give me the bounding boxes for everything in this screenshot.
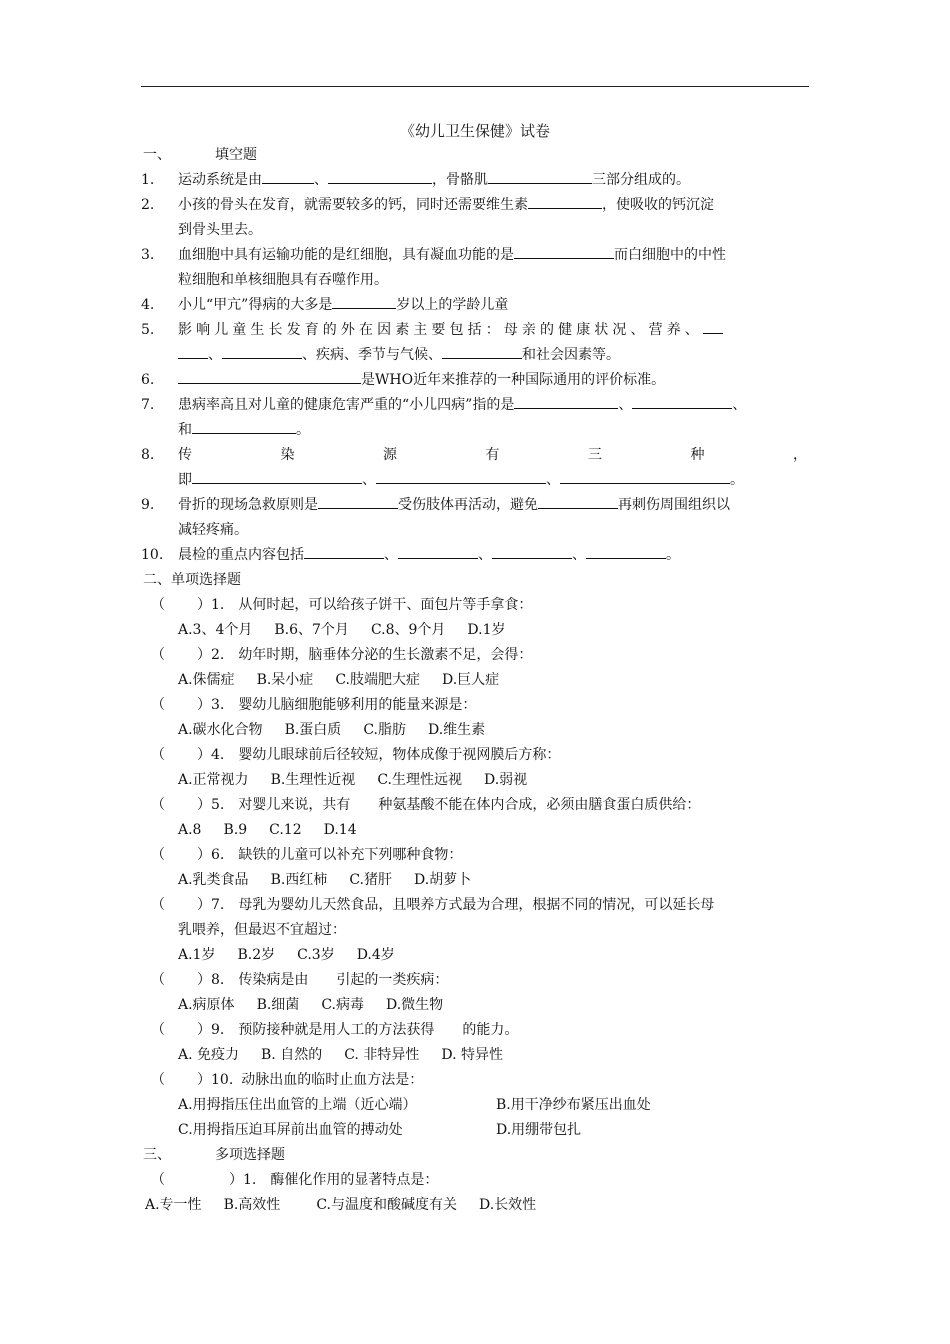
- option-c[interactable]: C.肢端肥大症: [335, 672, 420, 688]
- question-text: 影响儿童生长发育的外在因素主要包括：母亲的健康状况、营养、: [178, 322, 703, 338]
- answer-blank[interactable]: [514, 244, 614, 259]
- question-text: 是WHO近年来推荐的一种国际通用的评价标准。: [361, 372, 666, 388]
- section-heading-single: 二、单项选择题: [143, 572, 241, 588]
- question-char: ，: [793, 447, 807, 463]
- exam-body: [141, 143, 809, 1218]
- question-char: 染: [280, 447, 295, 463]
- answer-blank[interactable]: [703, 319, 723, 334]
- answer-paren-open[interactable]: （: [151, 1022, 165, 1038]
- question-text: 三部分组成的。: [592, 172, 690, 188]
- answer-paren-open[interactable]: （: [151, 897, 165, 913]
- answer-blank[interactable]: [398, 544, 478, 559]
- question-number: 5.: [141, 322, 155, 338]
- option-b[interactable]: B.西红柿: [270, 872, 328, 888]
- answer-paren-open[interactable]: （: [151, 647, 165, 663]
- question-number: 1.: [141, 172, 155, 188]
- question-text: 、: [314, 172, 328, 188]
- question-continuation: [141, 468, 809, 493]
- question-text: 再刺伤周围组织以: [618, 497, 730, 513]
- answer-blank[interactable]: [492, 544, 572, 559]
- question-text: 小孩的骨头在发育，就需要较多的钙，同时还需要维生素: [178, 197, 528, 213]
- answer-blank[interactable]: [192, 419, 296, 434]
- choice-question: [141, 893, 809, 918]
- question-number: 9.: [141, 497, 155, 513]
- section-heading-fill: [141, 143, 809, 168]
- question-text: 对婴儿来说，共有 种氨基酸不能在体内合成，必须由膳食蛋白质供给：: [238, 797, 701, 813]
- option-c[interactable]: C.病毒: [321, 997, 364, 1013]
- question-text: 传染病是由 引起的一类疾病：: [238, 972, 449, 988]
- question-text: ，使吸收的钙沉淀: [602, 197, 714, 213]
- question-text: 即: [178, 472, 192, 488]
- question-text: 缺铁的儿童可以补充下列哪种食物：: [238, 847, 463, 863]
- answer-paren-open[interactable]: （: [151, 1072, 165, 1088]
- option-c[interactable]: C.用拇指压迫耳屏前出血管的搏动处: [178, 1122, 403, 1138]
- option-d[interactable]: D.胡萝卜: [413, 872, 472, 888]
- answer-paren-open[interactable]: （: [151, 797, 165, 813]
- question-continuation: [141, 418, 809, 443]
- question-text: 婴幼儿眼球前后径较短，物体成像于视网膜后方称：: [238, 747, 561, 763]
- question-text: 。: [730, 472, 744, 488]
- answer-blank[interactable]: [178, 369, 361, 384]
- option-a[interactable]: A.3、4个月: [178, 622, 253, 638]
- option-d[interactable]: D.1岁: [467, 622, 506, 638]
- option-a[interactable]: A.专一性: [145, 1197, 202, 1213]
- choice-options: [145, 1193, 809, 1218]
- option-c[interactable]: C.猪肝: [349, 872, 392, 888]
- question-text: 岁以上的学龄儿童: [396, 297, 509, 313]
- question-text: 婴幼儿脑细胞能够利用的能量来源是：: [238, 697, 477, 713]
- choice-options: [141, 1118, 809, 1143]
- answer-blank[interactable]: [586, 544, 666, 559]
- question-text: 。: [296, 422, 310, 438]
- question-number: 4.: [141, 297, 155, 313]
- option-c[interactable]: C.8、9个月: [370, 622, 446, 638]
- option-a[interactable]: A. 免疫力: [178, 1047, 240, 1063]
- question-number: ）1.: [229, 1172, 257, 1188]
- option-a[interactable]: A.侏儒症: [178, 672, 235, 688]
- option-d[interactable]: D.维生素: [427, 722, 486, 738]
- question-item: [141, 493, 809, 518]
- page-title: 《幼儿卫生保健》试卷: [399, 122, 550, 140]
- question-char: 三: [588, 447, 602, 463]
- option-a[interactable]: A.病原体: [178, 997, 235, 1013]
- question-text: 。: [666, 547, 680, 563]
- question-item: [141, 243, 809, 268]
- choice-question: [141, 1168, 809, 1193]
- question-text: 和: [178, 422, 192, 438]
- choice-question: [141, 593, 809, 618]
- question-text: 酶催化作用的显著特点是：: [270, 1172, 439, 1188]
- header-rule: [141, 86, 809, 87]
- question-item: [141, 443, 809, 468]
- answer-blank[interactable]: [222, 344, 302, 359]
- question-item: [141, 393, 809, 418]
- question-text: 、: [732, 397, 747, 413]
- option-d[interactable]: D.14: [323, 822, 357, 838]
- section-number: 一、: [143, 147, 171, 163]
- option-d[interactable]: D. 特异性: [441, 1047, 503, 1063]
- answer-blank[interactable]: [514, 394, 618, 409]
- question-text: 骨折的现场急救原则是: [178, 497, 318, 513]
- option-b[interactable]: B.用干净纱布紧压出血处: [496, 1097, 651, 1113]
- option-d[interactable]: D.巨人症: [441, 672, 500, 688]
- choice-question: [141, 643, 809, 668]
- question-item: [141, 293, 809, 318]
- option-c[interactable]: C.与温度和酸碱度有关: [316, 1197, 457, 1213]
- question-text: 小儿“甲亢”得病的大多是: [178, 297, 333, 313]
- option-a[interactable]: A.正常视力: [178, 772, 249, 788]
- question-number: 8.: [141, 447, 155, 463]
- question-text: 、: [618, 397, 633, 413]
- question-text: 、疾病、季节与气候、: [302, 347, 442, 363]
- choice-question: [141, 793, 809, 818]
- question-text: 和社会因素等。: [522, 347, 620, 363]
- option-d[interactable]: D.弱视: [483, 772, 528, 788]
- option-d[interactable]: D.微生物: [385, 997, 444, 1013]
- option-d[interactable]: D.用绷带包扎: [496, 1122, 582, 1138]
- question-text: 、: [384, 547, 398, 563]
- question-number: ）3.: [197, 697, 225, 713]
- choice-question: [141, 843, 809, 868]
- question-number: ）7.: [197, 897, 225, 913]
- option-b[interactable]: B.高效性: [223, 1197, 281, 1213]
- option-c[interactable]: C.12: [269, 822, 302, 838]
- question-number: 6.: [141, 372, 155, 388]
- question-item: [141, 368, 809, 393]
- question-text: 运动系统是由: [178, 172, 262, 188]
- answer-blank[interactable]: [304, 544, 384, 559]
- question-number: ）4.: [197, 747, 225, 763]
- choice-options: [141, 993, 809, 1018]
- option-c[interactable]: C. 非特异性: [344, 1047, 420, 1063]
- question-item: [141, 193, 809, 218]
- question-number: ）6.: [197, 847, 225, 863]
- option-b[interactable]: B.呆小症: [256, 672, 314, 688]
- question-char: 种: [690, 447, 705, 463]
- option-a[interactable]: A.碳水化合物: [178, 722, 263, 738]
- option-c[interactable]: C.生理性远视: [377, 772, 462, 788]
- section-heading-multi: [141, 1143, 809, 1168]
- question-text: 受伤肢体再活动，避免: [398, 497, 538, 513]
- choice-question: [141, 1068, 809, 1093]
- answer-blank[interactable]: [528, 194, 602, 209]
- answer-blank[interactable]: [318, 494, 398, 509]
- question-number: 7.: [141, 397, 155, 413]
- choice-options: [141, 1043, 809, 1068]
- section-title: 多项选择题: [215, 1147, 285, 1163]
- choice-question: [141, 1018, 809, 1043]
- question-item: [141, 168, 809, 193]
- question-char: 源: [383, 447, 397, 463]
- question-number: ）10.: [197, 1072, 234, 1088]
- question-number: 10.: [141, 547, 164, 563]
- question-text: 晨检的重点内容包括: [178, 547, 304, 563]
- option-b[interactable]: B.9: [223, 822, 248, 838]
- question-number: 3.: [141, 247, 155, 263]
- answer-blank[interactable]: [192, 469, 362, 484]
- answer-blank[interactable]: [632, 394, 732, 409]
- option-b[interactable]: B. 自然的: [261, 1047, 323, 1063]
- question-text: 母乳为婴幼儿天然食品，且喂养方式最为合理，根据不同的情况，可以延长母: [238, 897, 715, 913]
- question-text: 、: [208, 347, 222, 363]
- question-number: ）9.: [197, 1022, 225, 1038]
- question-text-justified: [141, 443, 809, 468]
- question-item: [141, 543, 809, 568]
- section-number: 三、: [143, 1147, 171, 1163]
- answer-blank[interactable]: [376, 469, 546, 484]
- answer-paren-open[interactable]: （: [151, 597, 165, 613]
- question-continuation: [141, 343, 809, 368]
- answer-blank[interactable]: [488, 169, 592, 184]
- answer-blank[interactable]: [262, 169, 314, 184]
- question-number: ）8.: [197, 972, 225, 988]
- question-item: [141, 318, 809, 343]
- answer-paren-open[interactable]: （: [151, 697, 165, 713]
- question-number: ）1.: [197, 597, 225, 613]
- option-a[interactable]: A.用拇指压住出血管的上端（近心端）: [178, 1097, 417, 1113]
- section-title: 填空题: [215, 147, 257, 163]
- option-b[interactable]: B.2岁: [237, 947, 276, 963]
- choice-options: [141, 1093, 809, 1118]
- answer-paren-open[interactable]: （: [151, 747, 165, 763]
- option-d[interactable]: D.4岁: [356, 947, 395, 963]
- option-c[interactable]: C.3岁: [297, 947, 335, 963]
- question-text: 、: [572, 547, 586, 563]
- answer-blank[interactable]: [178, 344, 208, 359]
- option-d[interactable]: D.长效性: [478, 1197, 537, 1213]
- question-number: ）2.: [197, 647, 225, 663]
- question-text: 从何时起，可以给孩子饼干、面包片等手拿食：: [238, 597, 533, 613]
- choice-question: [141, 968, 809, 993]
- choice-options: [141, 818, 809, 843]
- question-text: 患病率高且对儿童的健康危害严重的“小儿四病”指的是: [178, 397, 515, 413]
- choice-options: [141, 768, 809, 793]
- option-b[interactable]: B.细菌: [256, 997, 300, 1013]
- choice-question: [141, 693, 809, 718]
- answer-paren-open[interactable]: （: [151, 972, 165, 988]
- choice-question: [141, 743, 809, 768]
- question-text: 血细胞中具有运输功能的是红细胞，具有凝血功能的是: [178, 247, 514, 263]
- question-text: ，骨骼肌: [432, 172, 488, 188]
- choice-options: [141, 668, 809, 693]
- question-continuation: 到骨头里去。: [178, 222, 262, 238]
- question-continuation: 减轻疼痛。: [178, 522, 248, 538]
- choice-options: [141, 618, 809, 643]
- question-continuation: 粒细胞和单核细胞具有吞噬作用。: [178, 272, 388, 288]
- answer-blank[interactable]: [328, 169, 432, 184]
- question-text: 、: [478, 547, 492, 563]
- option-b[interactable]: B.蛋白质: [284, 722, 342, 738]
- answer-blank[interactable]: [560, 469, 730, 484]
- question-number: 2.: [141, 197, 155, 213]
- option-a[interactable]: A.乳类食品: [178, 872, 249, 888]
- option-a[interactable]: A.8: [178, 822, 202, 838]
- option-b[interactable]: B.6、7个月: [274, 622, 349, 638]
- option-a[interactable]: A.1岁: [178, 947, 216, 963]
- answer-paren-open[interactable]: （: [151, 1172, 165, 1188]
- answer-blank[interactable]: [538, 494, 618, 509]
- answer-blank[interactable]: [332, 294, 396, 309]
- question-text: 、: [546, 472, 560, 488]
- answer-paren-open[interactable]: （: [151, 847, 165, 863]
- question-text: 动脉出血的临时止血方法是：: [241, 1072, 424, 1088]
- answer-blank[interactable]: [442, 344, 522, 359]
- question-text: 、: [362, 472, 376, 488]
- question-char: 有: [485, 447, 500, 463]
- option-c[interactable]: C.脂肪: [363, 722, 406, 738]
- choice-options: [141, 718, 809, 743]
- question-text: 而白细胞中的中性: [614, 247, 726, 263]
- option-b[interactable]: B.生理性近视: [270, 772, 356, 788]
- question-number: ）5.: [197, 797, 225, 813]
- question-text: 幼年时期，脑垂体分泌的生长激素不足，会得：: [238, 647, 533, 663]
- choice-options: [141, 943, 809, 968]
- question-text: 预防接种就是用人工的方法获得 的能力。: [238, 1022, 519, 1038]
- choice-options: [141, 868, 809, 893]
- question-continuation: 乳喂养，但最迟不宜超过：: [178, 922, 346, 938]
- question-char: 传: [178, 447, 192, 463]
